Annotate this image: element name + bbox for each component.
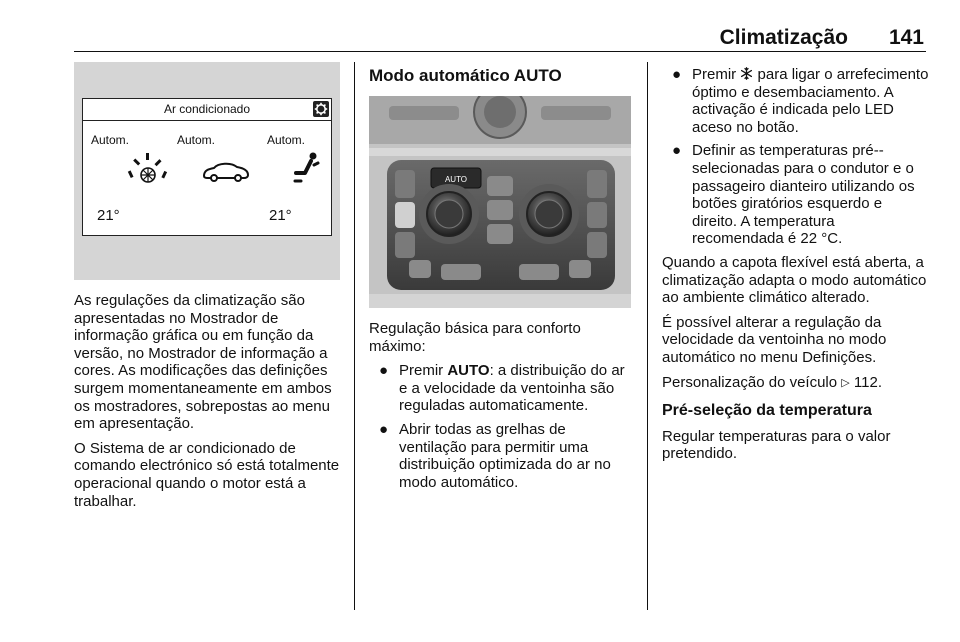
bullet-dot: ● bbox=[379, 362, 389, 380]
list-item: ● Definir as temperaturas pré--selecionadas para o condutor e o passageiro dianteiro utilizando os botões giratórios esquerdo e direito. A temperatura recomendada é 22 °C. bbox=[672, 142, 915, 248]
auto-keyword: AUTO bbox=[447, 362, 490, 380]
column-1-text bbox=[74, 292, 342, 517]
page-number: 141 bbox=[888, 26, 924, 49]
seat-mode-label: Autom. bbox=[267, 133, 306, 147]
paragraph: As regulações da climatização são apresentadas no Mostrador de informação gráfica ou em função da versão, no Mostrador de informação a cores. As modificações das definições surgem momentaneamente em ambos os mostradores, sobrepostas ao menu em apresentação. bbox=[74, 292, 332, 433]
intro-text: Regulação básica para conforto máximo: bbox=[369, 320, 581, 355]
chapter-title: Climatização bbox=[719, 26, 848, 49]
list-item: ● Premir para ligar o arrefecimento óptimo e desembaciamento. A activação é indicada pelo LED aceso no botão. bbox=[672, 66, 929, 136]
fan-mode-label: Autom. bbox=[91, 133, 130, 147]
climate-display-figure bbox=[74, 62, 340, 280]
page-reference-link[interactable]: 112 bbox=[853, 373, 878, 391]
air-distribution-mode-label: Autom. bbox=[177, 133, 216, 147]
bullet-list bbox=[662, 66, 930, 248]
column-divider-1 bbox=[354, 62, 355, 610]
ac-snowflake-icon bbox=[740, 67, 753, 80]
settings-gear-icon bbox=[313, 101, 329, 117]
display-header bbox=[83, 99, 331, 121]
column-2-text bbox=[369, 320, 635, 497]
seated-person-icon bbox=[291, 151, 321, 183]
paragraph: O Sistema de ar condicionado de comando electrónico só está totalmente operacional quando o motor está a trabalhar. bbox=[74, 439, 340, 510]
bullet-dot: ● bbox=[672, 142, 682, 160]
section-title: Modo automático AUTO bbox=[369, 66, 562, 85]
header-rule bbox=[74, 51, 926, 52]
paragraph: Quando a capota flexível está aberta, a climatização adapta o modo automático ao ambiente climático alterado. bbox=[662, 253, 927, 307]
page-reference-arrow-icon: ▷ bbox=[841, 376, 850, 389]
car-distribution-icon bbox=[201, 159, 251, 183]
paragraph: Regular temperaturas para o valor pretendido. bbox=[662, 427, 891, 463]
list-item: ● Premir AUTO: a distribuição do ar e a velocidade da ventoinha são reguladas automaticamente. bbox=[379, 362, 625, 415]
auto-button-label: AUTO bbox=[444, 175, 468, 184]
bullet-list bbox=[369, 362, 635, 491]
bullet-dot: ● bbox=[672, 66, 682, 83]
passenger-temperature: 21° bbox=[269, 207, 292, 224]
subsection-title: Pré-seleção da temperatura bbox=[662, 402, 872, 420]
column-divider-2 bbox=[647, 62, 648, 610]
climate-control-panel-photo bbox=[369, 96, 631, 308]
paragraph: É possível alterar a regulação da velocidade da ventoinha no modo automático no menu Definições. bbox=[662, 313, 887, 366]
list-item: ● Abrir todas as grelhas de ventilação para permitir uma distribuição optimizada do ar no modo automático. bbox=[379, 420, 611, 491]
display-screen bbox=[82, 98, 332, 236]
fan-speed-icon bbox=[127, 151, 169, 185]
paragraph: Personalização do veículo ▷ 112. bbox=[662, 373, 883, 391]
driver-temperature: 21° bbox=[97, 207, 120, 224]
bullet-dot: ● bbox=[379, 420, 389, 438]
display-title: Ar condicionado bbox=[163, 102, 251, 116]
column-3-text bbox=[662, 66, 930, 470]
